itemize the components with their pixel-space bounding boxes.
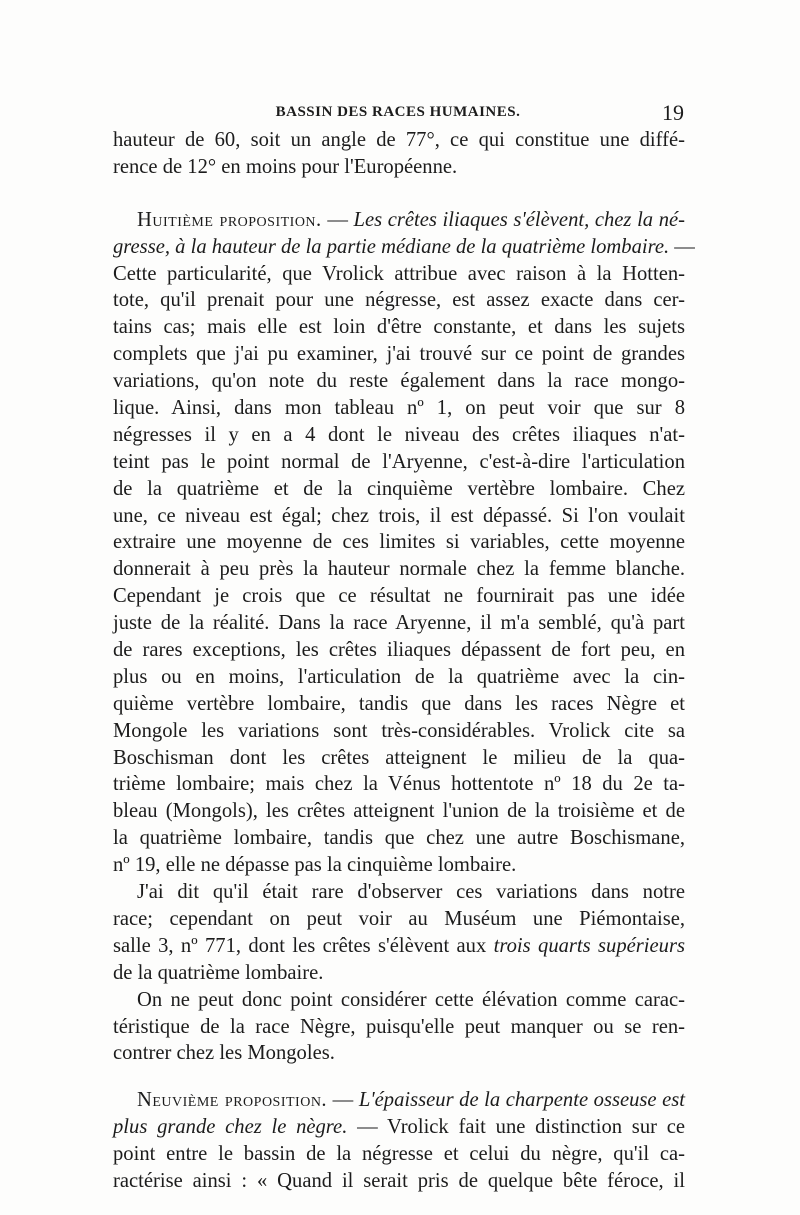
running-title: BASSIN DES RACES HUMAINES. xyxy=(275,104,521,120)
text-line xyxy=(113,1087,685,1114)
text-line: nº 19, elle ne dépasse pas la cinquième lombaire. xyxy=(113,854,517,877)
dash: — xyxy=(327,1089,359,1112)
text-line: Boschisman dont les crêtes atteignent le milieu de la qua- xyxy=(113,746,685,769)
paragraph-neuvieme-proposition xyxy=(113,1087,685,1195)
text-line: complets que j'ai pu examiner, j'ai trouvé sur ce point de grandes xyxy=(113,343,685,366)
text-line xyxy=(113,1114,685,1141)
text-line: extraire une moyenne de ces limites si variables, cette moyenne xyxy=(113,531,685,554)
text-line: tote, qu'il prenait pour une négresse, est assez exacte dans cer- xyxy=(113,289,685,312)
text-line xyxy=(113,207,685,234)
paragraph xyxy=(113,987,685,1068)
text-line: contrer chez les Mongoles. xyxy=(113,1042,335,1065)
text-line: négresses il y en a 4 dont le niveau des crêtes iliaques n'at- xyxy=(113,423,685,446)
text-line: de rares exceptions, les crêtes iliaques dépassent de fort peu, en xyxy=(113,639,685,662)
text-line: Cette particularité, que Vrolick attribue avec raison à la Hotten- xyxy=(113,262,685,285)
text-line: de la quatrième lombaire. xyxy=(113,961,324,984)
proposition-statement: Les crêtes iliaques s'élèvent, chez la né- xyxy=(353,208,685,231)
proposition-statement: gresse, à la hauteur de la partie médiane de la quatrième lombaire. xyxy=(113,235,670,258)
text-line: trième lombaire; mais chez la Vénus hottentote nº 18 du 2e ta- xyxy=(113,773,685,796)
text-line xyxy=(113,933,685,960)
italic-fragment: trois quarts supérieurs xyxy=(493,934,685,957)
running-head xyxy=(112,100,684,126)
proposition-statement: L'épaisseur de la charpente osseuse est xyxy=(358,1089,686,1112)
text-line: juste de la réalité. Dans la race Aryenne, il m'a semblé, qu'à part xyxy=(113,612,685,635)
text-line: de la quatrième et de la cinquième vertèbre lombaire. Chez xyxy=(113,477,685,500)
text-line: lique. Ainsi, dans mon tableau nº 1, on peut voir que sur 8 xyxy=(113,397,685,420)
text-line: quième vertèbre lombaire, tandis que dans les races Nègre et xyxy=(113,692,685,715)
dash: — xyxy=(669,235,695,258)
text-line xyxy=(113,234,695,261)
paragraph-continuation xyxy=(113,127,685,181)
text-line: bleau (Mongols), les crêtes atteignent l'union de la troisième et de xyxy=(113,800,685,823)
text-line: variations, qu'on note du reste également dans la race mongo- xyxy=(113,370,685,393)
text-line: tains cas; mais elle est loin d'être constante, et dans les sujets xyxy=(113,316,685,339)
text-line: On ne peut donc point considérer cette élévation comme carac- xyxy=(137,988,685,1011)
text-line: téristique de la race Nègre, puisqu'elle peut manquer ou se ren- xyxy=(113,1015,685,1038)
text-line: Mongole les variations sont très-considérables. Vrolick cite sa xyxy=(113,719,685,742)
text-line: J'ai dit qu'il était rare d'observer ces variations dans notre xyxy=(137,881,685,904)
text-fragment: salle 3, nº 771, dont les crêtes s'élèvent aux xyxy=(113,934,494,957)
body-text xyxy=(113,127,695,1195)
text-line: race; cependant on peut voir au Muséum une Piémontaise, xyxy=(113,907,685,930)
text-line: la quatrième lombaire, tandis que chez une autre Boschismane, xyxy=(113,827,685,850)
proposition-statement: plus grande chez le nègre. xyxy=(113,1116,348,1139)
paragraph-huitieme-proposition xyxy=(113,207,695,879)
text-line: donnerait à peu près la hauteur normale chez la femme blanche. xyxy=(113,558,685,581)
proposition-heading: Huitième proposition. xyxy=(137,208,322,231)
text-line: rence de 12° en moins pour l'Européenne. xyxy=(113,155,458,178)
text-line: ractérise ainsi : « Quand il serait pris de quelque bête féroce, il xyxy=(113,1169,685,1192)
text-line: teint pas le point normal de l'Aryenne, c'est-à-dire l'articulation xyxy=(113,450,685,473)
text-fragment: — Vrolick fait une distinction sur ce xyxy=(347,1116,685,1139)
text-line: une, ce niveau est égal; chez trois, il est dépassé. Si l'on voulait xyxy=(113,504,685,527)
paragraph xyxy=(113,879,685,987)
text-line: Cependant je crois que ce résultat ne fournirait pas une idée xyxy=(113,585,685,608)
dash: — xyxy=(321,208,354,231)
text-line: hauteur de 60, soit un angle de 77°, ce qui constitue une diffé- xyxy=(113,129,685,151)
proposition-heading: Neuvième proposition. xyxy=(137,1089,328,1112)
page-number: 19 xyxy=(662,100,684,125)
text-line: plus ou en moins, l'articulation de la quatrième avec la cin- xyxy=(113,665,685,688)
text-line: point entre le bassin de la négresse et celui du nègre, qu'il ca- xyxy=(113,1143,685,1166)
